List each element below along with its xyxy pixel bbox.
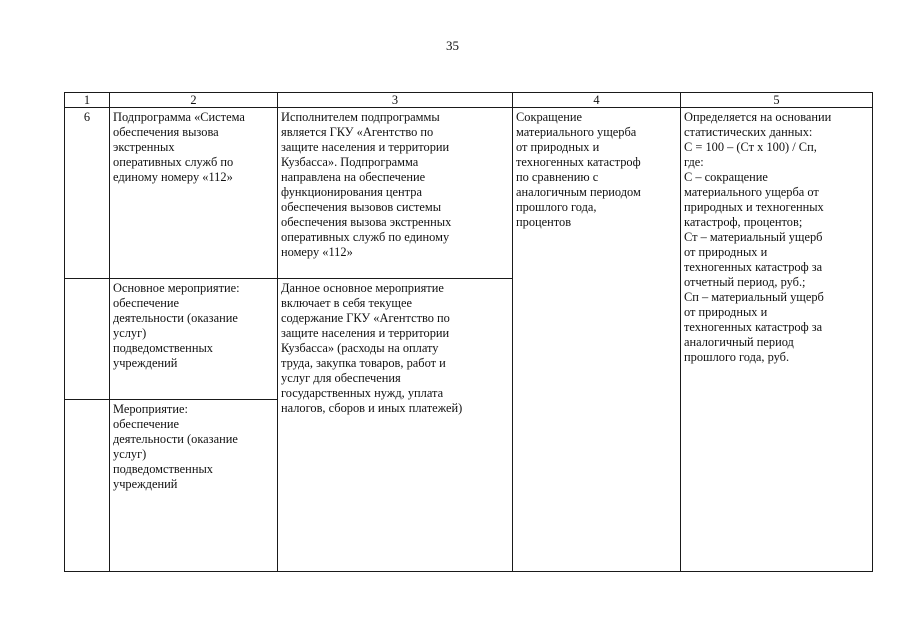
- column-header-4: 4: [513, 93, 681, 108]
- main-activity-name-cell: [110, 279, 278, 400]
- row-number: 6: [83, 110, 91, 124]
- activity-name: Мероприятие: обеспечение деятельности (оказание услуг) подведомственных учреждений: [113, 402, 238, 491]
- header-row: [65, 93, 873, 108]
- indicator-text: Сокращение материального ущерба от природных и техногенных катастроф по сравнению с аналогичным периодом прошлого года, процентов: [516, 110, 641, 229]
- method-text: Определяется на основании статистических данных: С = 100 – (Ст х 100) / Сп, где: С – сокращение материального ущерба от природных и техногенных катастроф, процентов; Ст – материальный ущерб от природных и техногенных катастроф за отчетный период, руб.; Сп – материальный ущерб от природных и техногенных катастроф за аналогичный период прошлого года, руб.: [684, 110, 832, 364]
- subprogram-name: Подпрограмма «Система обеспечения вызова экстренных оперативных служб по единому номеру «112»: [113, 110, 245, 184]
- row-number-cell: [65, 108, 110, 279]
- column-header-5: 5: [681, 93, 873, 108]
- method-cell: [681, 108, 873, 572]
- subprogram-description-cell: [278, 108, 513, 279]
- empty-number-cell: [65, 279, 110, 400]
- main-activity-description: Данное основное мероприятие включает в себя текущее содержание ГКУ «Агентство по защите населения и территории Кузбасса» (расходы на оплату труда, закупка товаров, работ и услуг для обеспечения государственных нужд, уплата налогов, сборов и иных платежей): [281, 281, 463, 415]
- empty-number-cell: [65, 400, 110, 572]
- subprogram-description: Исполнителем подпрограммы является ГКУ «Агентство по защите населения и территории Кузбасса». Подпрограмма направлена на обеспечение функционирования центра обеспечения вызовов системы обеспечения вызова экстренных оперативных служб по единому номеру «112»: [281, 110, 452, 259]
- page-number: 35: [446, 38, 459, 53]
- main-activity-description-cell: [278, 279, 513, 572]
- indicators-table: [64, 92, 873, 572]
- column-header-2: 2: [110, 93, 278, 108]
- activity-name-cell: [110, 400, 278, 572]
- main-activity-name: Основное мероприятие: обеспечение деятельности (оказание услуг) подведомственных учреждений: [113, 281, 240, 370]
- column-header-3: 3: [278, 93, 513, 108]
- subprogram-name-cell: [110, 108, 278, 279]
- table-row: [65, 108, 873, 279]
- column-header-1: 1: [65, 93, 110, 108]
- indicator-cell: [513, 108, 681, 572]
